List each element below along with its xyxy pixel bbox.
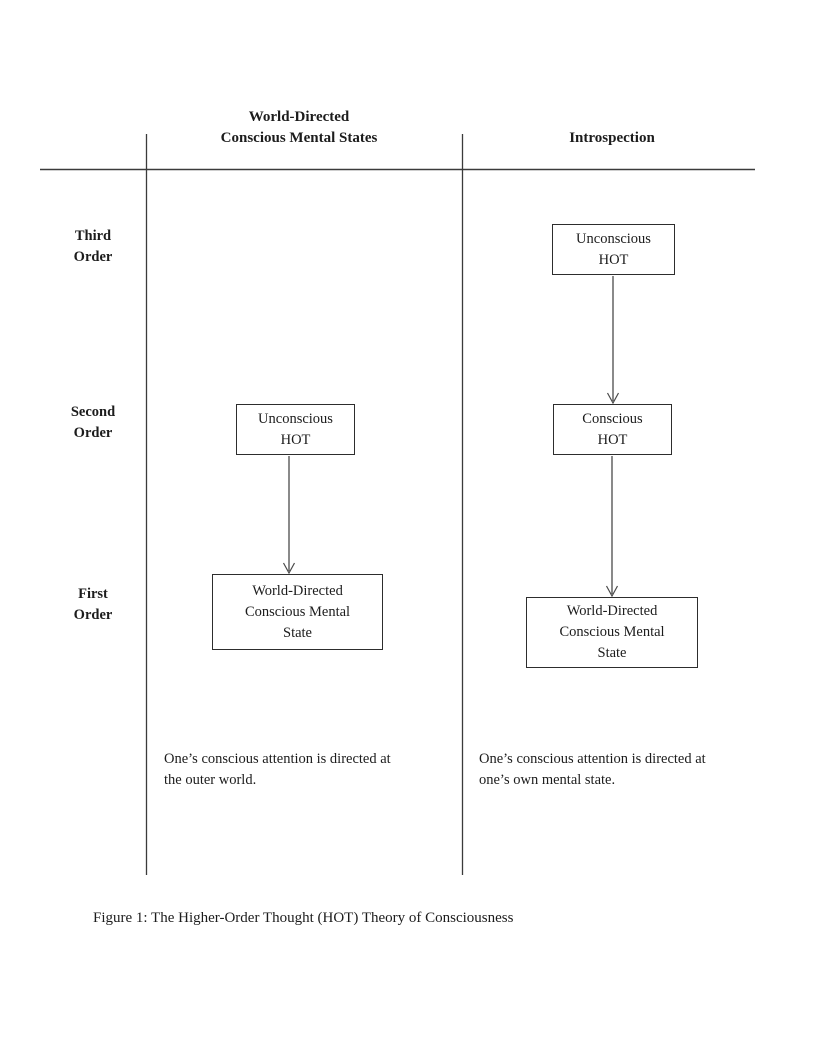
arrow-conscious-hot-to-world-directed-state <box>607 456 618 596</box>
box-text-line: World-Directed <box>252 582 343 599</box>
box-conscious-hot <box>553 404 672 455</box>
box-text-line: HOT <box>597 431 628 448</box>
box-world-directed-conscious-mental-state-right <box>526 597 698 668</box>
box-text-line: World-Directed <box>566 603 658 619</box>
column-header-introspection <box>512 128 712 149</box>
box-text-line: State <box>283 624 312 641</box>
box-text-line: Conscious Mental <box>244 603 351 620</box>
box-text-line: HOT <box>280 431 311 448</box>
row-label-second-order <box>53 402 133 444</box>
box-text-line: Conscious <box>582 410 643 427</box>
box-unconscious-hot-introspection <box>552 224 675 275</box>
box-text-line: State <box>597 645 627 661</box>
note-text-line: the outer world. <box>164 771 257 788</box>
row-label-first-order <box>53 584 133 626</box>
box-world-directed-conscious-mental-state-left <box>212 574 383 650</box>
row-label-line: Order <box>73 607 113 623</box>
row-label-third-order <box>53 226 133 268</box>
row-label-line: Second <box>70 404 116 420</box>
header-text-line: Conscious Mental States <box>220 130 378 146</box>
note-text-line: One’s conscious attention is directed at <box>479 751 706 767</box>
box-text-line: Unconscious <box>576 230 651 247</box>
header-text-line: World-Directed <box>248 109 350 125</box>
row-label-line: Third <box>74 228 112 244</box>
box-text-line: Unconscious <box>258 410 333 427</box>
note-text-line: One’s conscious attention is directed at <box>164 751 391 767</box>
box-text-line: HOT <box>598 251 629 268</box>
arrow-unconscious-hot-to-conscious-hot <box>608 276 619 403</box>
column-header-world-directed <box>194 107 404 149</box>
note-introspection-attention <box>479 749 779 790</box>
arrow-unconscious-hot-to-world-directed-state-left <box>284 456 295 573</box>
note-text-line: one’s own mental state. <box>479 771 616 788</box>
box-unconscious-hot-world-directed <box>236 404 355 455</box>
row-label-line: Order <box>73 249 113 265</box>
figure-caption: Figure 1: The Higher-Order Thought (HOT) Theory of Consciousness <box>93 910 514 926</box>
row-label-line: Order <box>73 425 113 441</box>
row-label-line: First <box>78 586 108 602</box>
box-text-line: Conscious Mental <box>559 624 665 640</box>
note-world-directed-attention <box>164 749 464 790</box>
header-text-line: Introspection <box>569 130 655 146</box>
